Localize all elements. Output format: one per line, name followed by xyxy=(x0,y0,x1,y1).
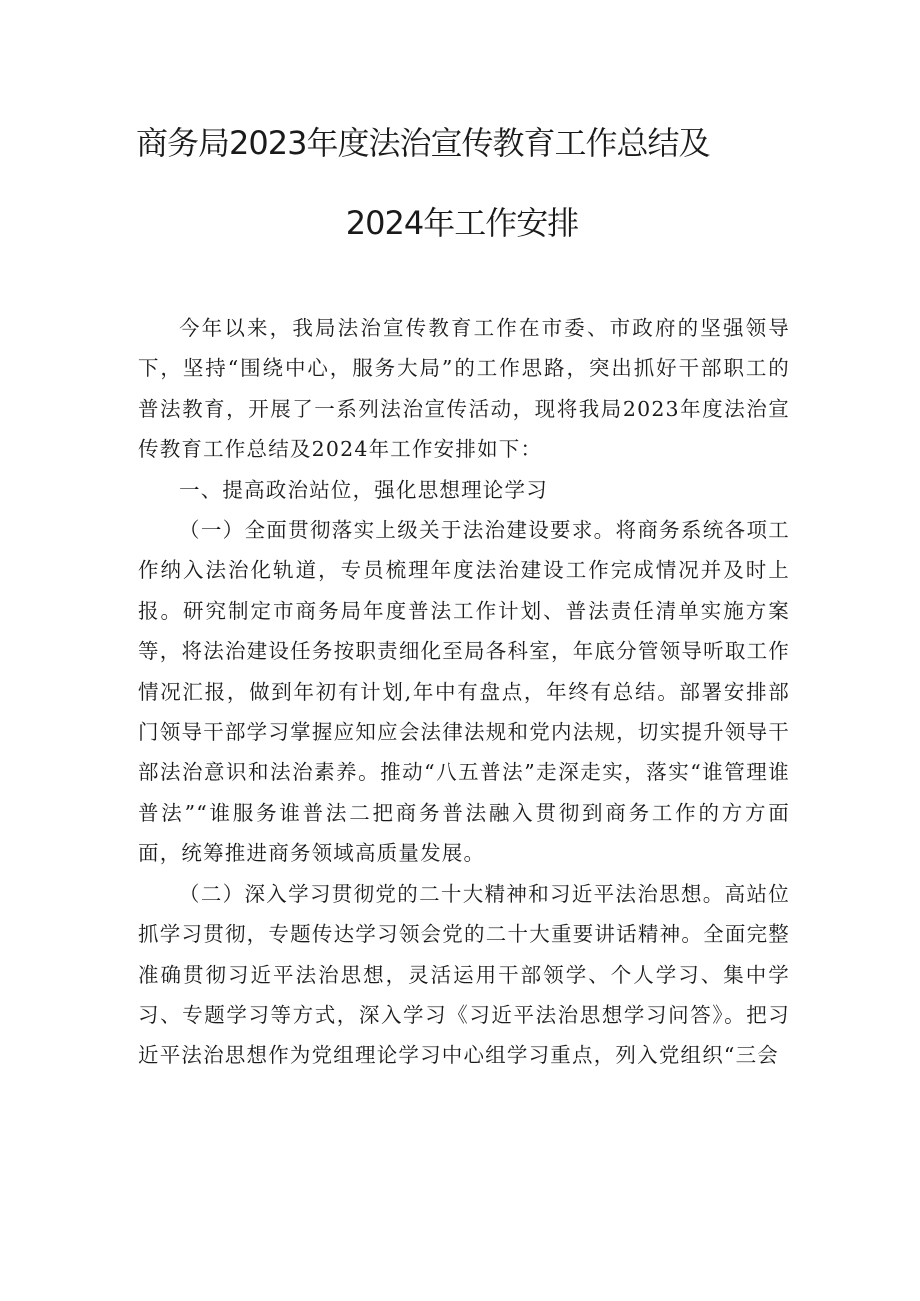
document-title-line-2: 2024年工作安排 xyxy=(345,204,579,242)
document-title-line-1: 商务局2023年度法治宣传教育工作总结及 xyxy=(136,124,710,162)
subsection-paragraph-1: （一）全面贯彻落实上级关于法治建设要求。将商务系统各项工作纳入法治化轨道，专员梳理年度法治建设工作完成情况并及时上报。研究制定市商务局年度普法工作计划、普法责任清单实施方案等，将法治建设任务按职责细化至局各科室，年底分管领导听取工作情况汇报，做到年初有计划,年中有盘点，年终有总结。部署安排部门领导干部学习掌握应知应会法律法规和党内法规，切实提升领导干部法治意识和法治素养。推动“八五普法”走深走实，落实“谁管理谁普法”“谁服务谁普法二把商务普法融入贯彻到商务工作的方方面面，统筹推进商务领域高质量发展。 xyxy=(138,518,790,866)
section-heading-1: 一、提高政治站位，强化思想理论学习 xyxy=(179,477,548,502)
intro-paragraph: 今年以来，我局法治宣传教育工作在市委、市政府的坚强领导下，坚持“围绕中心，服务大局”的工作思路，突出抓好干部职工的普法教育，开展了一系列法治宣传活动，现将我局2023年度法治宣传教育工作总结及2024年工作安排如下： xyxy=(138,316,790,462)
document-body xyxy=(138,308,790,1076)
subsection-paragraph-2: （二）深入学习贯彻党的二十大精神和习近平法治思想。高站位抓学习贯彻，专题传达学习领会党的二十大重要讲话精神。全面完整准确贯彻习近平法治思想，灵活运用干部领学、个人学习、集中学习、专题学习等方式，深入学习《习近平法治思想学习问答》。把习近平法治思想作为党组理论学习中心组学习重点，列入党组织“三会 xyxy=(138,881,790,1068)
